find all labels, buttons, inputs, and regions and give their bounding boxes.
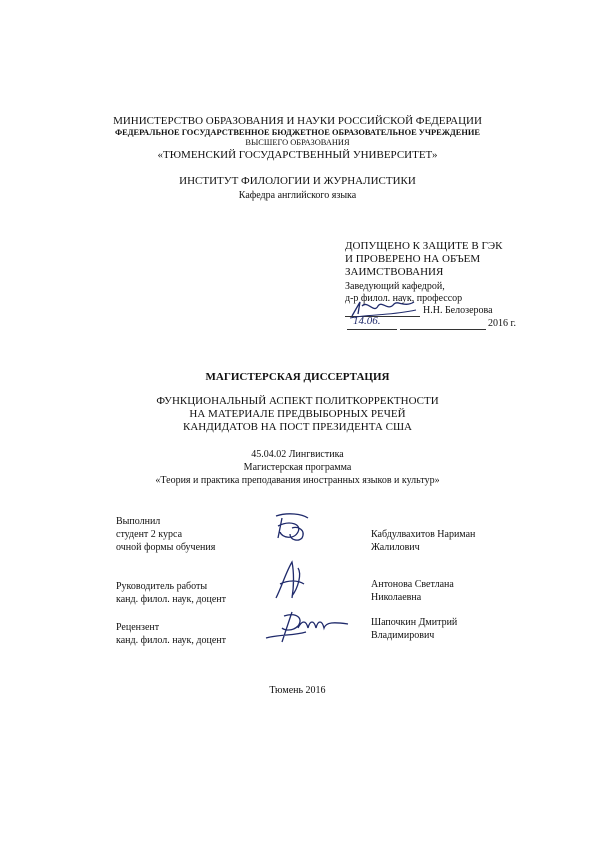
education-level-line: ВЫСШЕГО ОБРАЗОВАНИЯ (245, 138, 350, 147)
author-label-1: Выполнил (116, 516, 161, 527)
author-name-2: Жалилович (371, 542, 420, 553)
reviewer-name (371, 616, 457, 642)
supervisor-signature-image (268, 558, 312, 602)
author-labels (116, 515, 215, 554)
program-name: «Теория и практика преподавания иностранных языков и культур» (155, 475, 440, 486)
reviewer-label-1: Рецензент (116, 622, 160, 633)
approval-block (345, 240, 502, 279)
approval-line-2: И ПРОВЕРЕНО НА ОБЪЕМ (345, 253, 481, 265)
reviewer-name-1: Шапочкин Дмитрий (371, 617, 458, 628)
university-line: «ТЮМЕНСКИЙ ГОСУДАРСТВЕННЫЙ УНИВЕРСИТЕТ» (157, 149, 438, 161)
author-label-3: очной формы обучения (116, 542, 216, 553)
handwritten-date: 14.06. (353, 315, 381, 327)
author-name-1: Кабдулвахитов Нариман (371, 529, 476, 540)
reviewer-name-2: Владимирович (371, 630, 435, 641)
thesis-title-line-2: НА МАТЕРИАЛЕ ПРЕДВЫБОРНЫХ РЕЧЕЙ (189, 408, 406, 420)
thesis-title-line-3: КАНДИДАТОВ НА ПОСТ ПРЕЗИДЕНТА США (182, 421, 412, 433)
institute-line: ИНСТИТУТ ФИЛОЛОГИИ И ЖУРНАЛИСТИКИ (179, 175, 416, 187)
reviewer-label-2: канд. филол. наук, доцент (116, 635, 227, 646)
approval-line-1: ДОПУЩЕНО К ЗАЩИТЕ В ГЭК (345, 240, 503, 252)
author-name (371, 528, 475, 554)
program-label: Магистерская программа (243, 462, 352, 473)
date-month-underline (400, 329, 486, 330)
supervisor-label-2: канд. филол. наук, доцент (116, 594, 227, 605)
approval-name: Н.Н. Белозерова (423, 305, 493, 316)
department-line: Кафедра английского языка (238, 190, 357, 201)
author-label-2: студент 2 курса (116, 529, 183, 540)
approval-role: Заведующий кафедрой, (345, 281, 445, 292)
thesis-type: МАГИСТЕРСКАЯ ДИССЕРТАЦИЯ (205, 371, 390, 383)
reviewer-labels (116, 621, 226, 647)
reviewer-signature-image (262, 608, 352, 644)
institution-type-line: ФЕДЕРАЛЬНОЕ ГОСУДАРСТВЕННОЕ БЮДЖЕТНОЕ ОБРАЗОВАТЕЛЬНОЕ УЧРЕЖДЕНИЕ (114, 128, 480, 137)
date-day-underline (347, 329, 397, 330)
thesis-title (0, 395, 595, 434)
supervisor-labels (116, 580, 226, 606)
specialty-code: 45.04.02 Лингвистика (251, 449, 344, 460)
program-block (0, 448, 595, 487)
supervisor-label-1: Руководитель работы (116, 581, 208, 592)
supervisor-name (371, 578, 454, 604)
approval-degree: д-р филол. наук, профессор (345, 293, 463, 304)
supervisor-name-2: Николаевна (371, 592, 422, 603)
approval-year: 2016 г. (488, 318, 516, 329)
supervisor-name-1: Антонова Светлана (371, 579, 454, 590)
author-signature-image (268, 510, 314, 544)
city-year: Тюмень 2016 (269, 685, 326, 696)
approval-line-3: ЗАИМСТВОВАНИЯ (345, 266, 444, 278)
thesis-title-line-1: ФУНКЦИОНАЛЬНЫЙ АСПЕКТ ПОЛИТКОРРЕКТНОСТИ (156, 395, 439, 407)
ministry-line: МИНИСТЕРСТВО ОБРАЗОВАНИЯ И НАУКИ РОССИЙСКОЙ ФЕДЕРАЦИИ (113, 115, 482, 127)
